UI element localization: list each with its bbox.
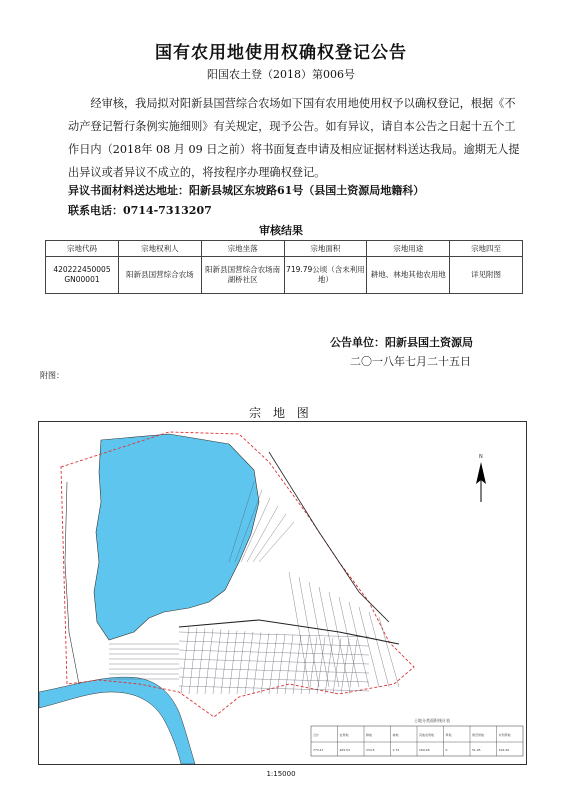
- cell-boundary: 详见附图: [450, 257, 523, 294]
- header-use: 宗地用途: [367, 241, 450, 257]
- stats-value: 169.28: [419, 748, 430, 752]
- stats-value: 1.73: [392, 748, 400, 752]
- stats-value: 51.45: [472, 748, 481, 752]
- header-area: 宗地面积: [284, 241, 367, 257]
- cell-code: 420222450005 GN00001: [46, 257, 119, 294]
- issuing-unit: 公告单位：阳新县国土资源局: [330, 336, 473, 349]
- issue-date: 二〇一八年七月二十五日: [350, 355, 471, 368]
- document-number: 阳国农土登（2018）第006号: [207, 68, 355, 81]
- table-header-row: [46, 241, 523, 257]
- west-road: [65, 482, 79, 684]
- cell-use: 耕地、林地其他农用地: [367, 257, 450, 294]
- stats-header: 林地: [392, 733, 399, 737]
- stats-header: 未利用地: [498, 733, 511, 737]
- phone-line: 联系电话：0714-7313207: [68, 204, 212, 217]
- cell-location: 阳新县国营综合农场南湖桥社区: [201, 257, 284, 294]
- stats-header: 耕地: [366, 733, 373, 737]
- header-code: 宗地代码: [46, 241, 119, 257]
- cell-area: 719.79公顷（含未利用地）: [284, 257, 367, 294]
- main-road: [179, 620, 399, 644]
- svg-text:土地分类面积统计表: 土地分类面积统计表: [414, 718, 450, 723]
- header-owner: 宗地权利人: [118, 241, 201, 257]
- parcel-map: [38, 421, 527, 765]
- review-section-title: 审核结果: [259, 224, 303, 237]
- review-result-table: [45, 240, 523, 294]
- stats-header: 农用地: [339, 733, 349, 737]
- land-stats-table: [311, 717, 523, 756]
- lake-area: [94, 434, 259, 640]
- notice-title: 国有农用地使用权确权登记公告: [155, 43, 407, 63]
- stats-header: 其他农用地: [419, 733, 435, 737]
- stats-value: 0: [445, 748, 448, 752]
- address-line: 异议书面材料送达地址：阳新县城区东坡路61号（县国土资源局地籍科）: [68, 184, 425, 197]
- stats-header: 草地: [445, 733, 452, 737]
- diagonal-road: [269, 452, 389, 622]
- map-title: 宗 地 图: [249, 406, 313, 420]
- svg-text:N: N: [479, 454, 483, 460]
- map-scale: 1:15000: [266, 770, 296, 778]
- body-paragraph: 经审核，我局拟对阳新县国营综合农场如下国有农用地使用权予以确权登记，根据《不动产登记暂行条例实施细则》有关规定，现予公告。如有异议，请自本公告之日起十五个工作日内（2018年 08 月 09 日之前）将书面复查申请及相应证据材料送达我局。逾期无人提出异议或者异议不成立的，将按程序办理确权登记。: [68, 97, 520, 179]
- header-location: 宗地坐落: [201, 241, 284, 257]
- notice-body: [68, 92, 520, 184]
- north-arrow-icon: [476, 454, 486, 502]
- attachment-label: 附图：: [40, 371, 64, 380]
- stats-header: 合计: [313, 733, 320, 737]
- cell-owner: 阳新县国营综合农场: [118, 257, 201, 294]
- stats-value: 773.47: [313, 748, 324, 752]
- river: [39, 677, 195, 764]
- parcel-map-drawing: [39, 422, 526, 764]
- table-row: [46, 257, 523, 294]
- stats-value: 405.53: [339, 748, 350, 752]
- stats-value: 316.49: [498, 748, 509, 752]
- stats-header: 建设用地: [472, 733, 485, 737]
- stats-value: 234.5: [366, 748, 375, 752]
- header-boundary: 宗地四至: [450, 241, 523, 257]
